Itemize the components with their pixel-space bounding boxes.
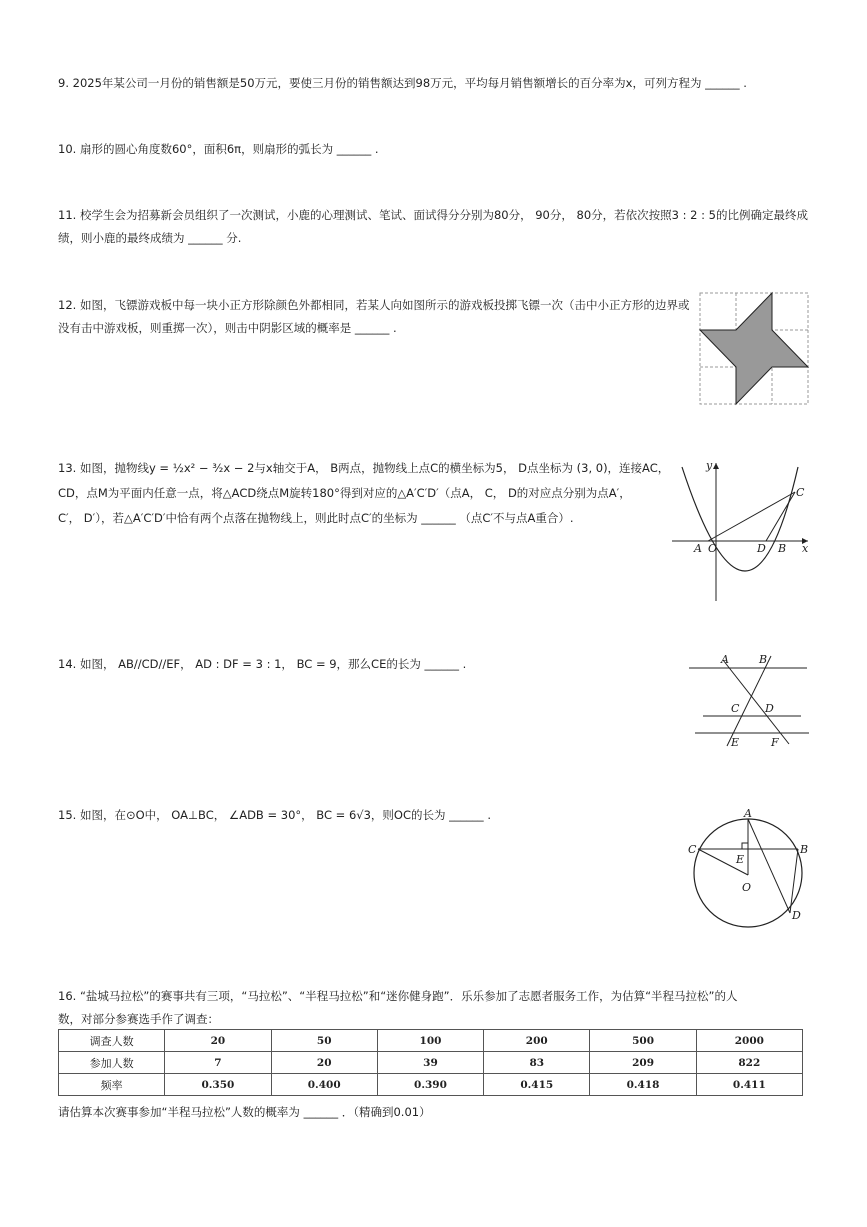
label-o: O xyxy=(742,881,752,894)
question-11-line1: 11. 校学生会为招募新会员组织了一次测试，小鹿的心理测试、笔试、面试得分分别为80分， 90分， 80分，若依次按照3 : 2 : 5的比例确定最终成 xyxy=(58,208,808,222)
label-d: D xyxy=(792,909,801,922)
question-13-line2: CD，点M为平面内任意一点，将△ACD绕点M旋转180°得到对应的△A′C′D′（点A， C， D的对应点分别为点A′， xyxy=(58,486,631,500)
question-9 xyxy=(58,72,747,95)
question-16-line1: 16. “盐城马拉松”的赛事共有三项，“马拉松”、“半程马拉松”和“迷你健身跑”．乐乐参加了志愿者服务工作，为估算“半程马拉松”的人 xyxy=(58,989,738,1003)
question-11 xyxy=(58,204,808,250)
label-c: C xyxy=(731,702,740,715)
label-x: x xyxy=(802,542,809,555)
table-cell: 参加人数 xyxy=(59,1052,165,1074)
label-y: y xyxy=(706,459,713,472)
right-angle-mark xyxy=(742,843,748,849)
label-b: B xyxy=(759,653,768,666)
table-cell: 39 xyxy=(377,1052,483,1074)
question-15 xyxy=(58,804,491,827)
question-10 xyxy=(58,138,379,161)
segment-bd xyxy=(790,849,798,913)
table-row xyxy=(59,1052,803,1074)
question-13-line3: C′， D′），若△A′C′D′中恰有两个点落在抛物线上，则此时点C′的坐标为 ______ （点C′不与点A重合）. xyxy=(58,511,574,525)
table-cell: 500 xyxy=(590,1030,696,1052)
question-16-after xyxy=(58,1101,431,1124)
table-cell: 822 xyxy=(696,1052,802,1074)
table-cell: 20 xyxy=(165,1030,271,1052)
question-13-line1: 13. 如图，抛物线y = ½x² − ³⁄₂x − 2与x轴交于A， B两点，抛物线上点C的横坐标为5， D点坐标为 (3, 0)，连接AC， xyxy=(58,461,670,475)
table-cell: 0.390 xyxy=(377,1074,483,1096)
label-b: B xyxy=(778,542,787,555)
table-cell: 频率 xyxy=(59,1074,165,1096)
table-cell: 调查人数 xyxy=(59,1030,165,1052)
question-16 xyxy=(58,985,738,1031)
label-a: A xyxy=(744,807,752,820)
label-d: D xyxy=(765,702,774,715)
dartboard-figure xyxy=(697,290,812,408)
parabola-figure xyxy=(668,455,814,605)
segment-ac xyxy=(708,492,795,541)
table-cell: 0.411 xyxy=(696,1074,802,1096)
question-16-after-text: 请估算本次赛事参加“半程马拉松”人数的概率为 ______ ．（精确到0.01） xyxy=(58,1105,431,1119)
table-cell: 200 xyxy=(484,1030,590,1052)
table-cell: 100 xyxy=(377,1030,483,1052)
table-row xyxy=(59,1030,803,1052)
label-a: A xyxy=(694,542,702,555)
table-cell: 7 xyxy=(165,1052,271,1074)
y-axis-arrow-icon xyxy=(713,463,719,469)
label-c: C xyxy=(796,486,805,499)
table-cell: 209 xyxy=(590,1052,696,1074)
question-9-text: 9. 2025年某公司一月份的销售额是50万元，要使三月份的销售额达到98万元，平均每月销售额增长的百分率为x，可列方程为 ______ . xyxy=(58,76,747,90)
parallel-lines-figure xyxy=(685,650,813,754)
table-cell: 0.350 xyxy=(165,1074,271,1096)
parabola-curve xyxy=(682,467,798,571)
question-16-line2: 数，对部分参赛选手作了调查： xyxy=(58,1012,219,1026)
question-14 xyxy=(58,653,466,676)
table-row xyxy=(59,1074,803,1096)
table-cell: 0.400 xyxy=(271,1074,377,1096)
label-a: A xyxy=(721,653,729,666)
label-d: D xyxy=(757,542,766,555)
question-12-line2: 没有击中游戏板，则重掷一次），则击中阴影区域的概率是 ______ . xyxy=(58,321,397,335)
question-15-text: 15. 如图，在⊙O中， OA⊥BC， ∠ADB = 30°， BC = 6√3，则OC的长为 ______ . xyxy=(58,808,491,822)
dartboard-shaded-region xyxy=(700,293,808,404)
table-cell: 0.415 xyxy=(484,1074,590,1096)
label-f: F xyxy=(771,736,779,749)
table-cell: 2000 xyxy=(696,1030,802,1052)
label-e: E xyxy=(736,853,745,866)
circle-figure xyxy=(682,803,812,933)
question-12-line1: 12. 如图，飞镖游戏板中每一块小正方形除颜色外都相同，若某人向如图所示的游戏板投掷飞镖一次（击中小正方形的边界或 xyxy=(58,298,690,312)
label-b: B xyxy=(800,843,809,856)
question-10-text: 10. 扇形的圆心角度数60°，面积6π，则扇形的弧长为 ______ . xyxy=(58,142,379,156)
question-12 xyxy=(58,294,689,340)
question-11-line2: 绩，则小鹿的最终成绩为 ______ 分. xyxy=(58,231,242,245)
table-cell: 0.418 xyxy=(590,1074,696,1096)
survey-table xyxy=(58,1029,803,1096)
label-o: O xyxy=(708,542,718,555)
label-c: C xyxy=(688,843,697,856)
label-e: E xyxy=(731,736,740,749)
table-cell: 83 xyxy=(484,1052,590,1074)
question-13 xyxy=(58,456,669,531)
question-14-text: 14. 如图， AB//CD//EF， AD : DF = 3 : 1， BC = 9，那么CE的长为 ______ . xyxy=(58,657,467,671)
table-cell: 20 xyxy=(271,1052,377,1074)
segment-cd xyxy=(766,492,795,541)
table-cell: 50 xyxy=(271,1030,377,1052)
